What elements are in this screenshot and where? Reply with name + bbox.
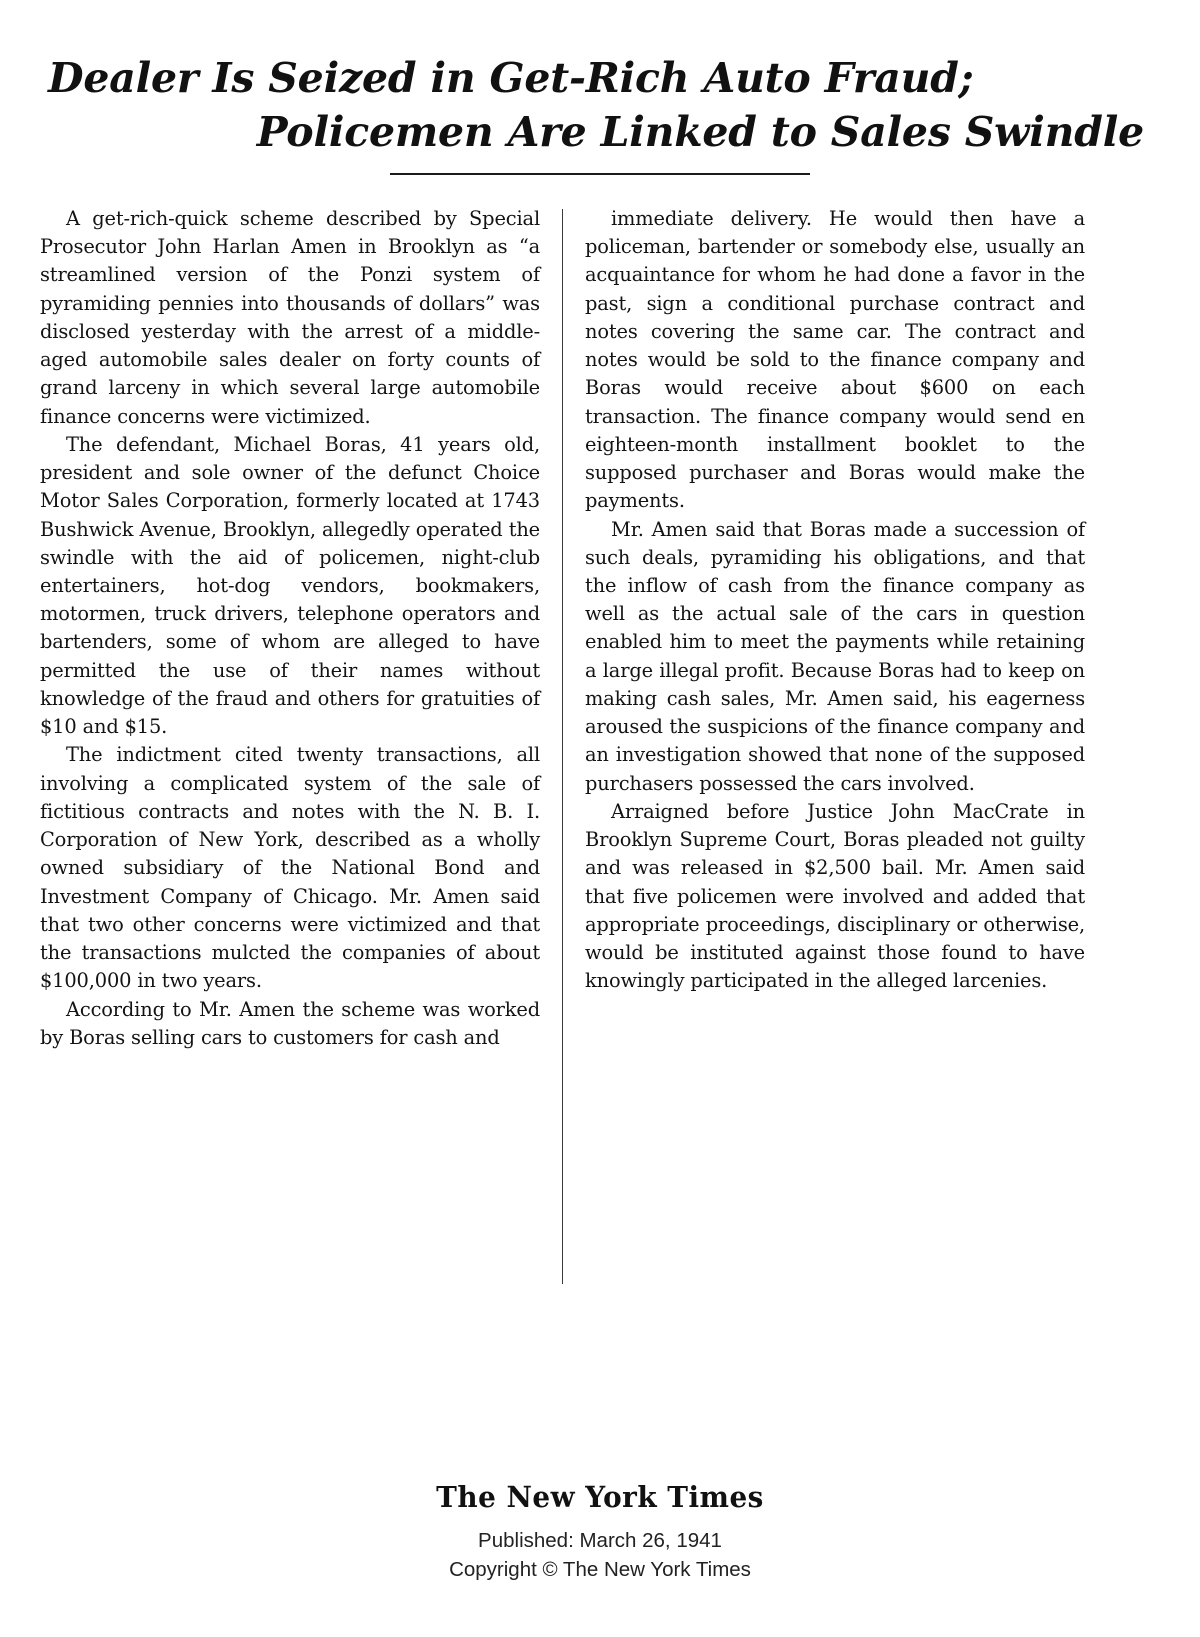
article-body: [40, 205, 1164, 1284]
article-column-right: [585, 205, 1085, 996]
paragraph: According to Mr. Amen the scheme was worked by Boras selling cars to customers for cash and: [40, 997, 540, 1049]
published-date: Published: March 26, 1941: [478, 1528, 722, 1552]
headline-line-2: Policemen Are Linked to Sales Swindle: [256, 108, 1144, 157]
article-column-left: [40, 205, 540, 1052]
divider-line: [390, 173, 810, 175]
paragraph: immediate delivery. He would then have a policeman, bartender or somebody else, usually an acquaintance for whom he had done a favor in the past, sign a conditional purchase contract and notes covering the same car. The contract and notes would be sold to the finance company and Boras would receive about $600 on each transaction. The finance company would send en eighteen-month installment booklet to the supposed purchaser and Boras would make the payments.: [585, 206, 1085, 513]
copyright-notice: Copyright © The New York Times: [449, 1558, 751, 1582]
headline-divider: [0, 173, 1200, 175]
paragraph: Mr. Amen said that Boras made a succession of such deals, pyramiding his obligations, and that the inflow of cash from the finance company as well as the actual sale of the cars in question enabled him to meet the payments while retaining a large illegal profit. Because Boras had to keep on making cash sales, Mr. Amen said, his eagerness aroused the suspicions of the finance company and an investigation showed that none of the supposed purchasers possessed the cars involved.: [585, 517, 1085, 795]
publication-info: [0, 1526, 1200, 1585]
paragraph: The defendant, Michael Boras, 41 years old, president and sole owner of the defunct Choice Motor Sales Corporation, formerly located at 1743 Bushwick Avenue, Brooklyn, allegedly operated the swindle with the aid of policemen, night-club entertainers, hot-dog vendors, bookmakers, motormen, truck drivers, telephone operators and bartenders, some of whom are alleged to have permitted the use of their names without knowledge of the fraud and others for gratuities of $10 and $15.: [40, 432, 540, 739]
paragraph: The indictment cited twenty transactions, all involving a complicated system of the sale of fictitious contracts and notes with the N. B. I. Corporation of New York, described as a wholly owned subsidiary of the National Bond and Investment Company of Chicago. Mr. Amen said that two other concerns were victimized and that the transactions mulcted the companies of about $100,000 in two years.: [40, 743, 540, 993]
nyt-masthead-logo: The New York Times: [436, 1479, 764, 1514]
paragraph: A get-rich-quick scheme described by Special Prosecutor John Harlan Amen in Brooklyn as “a streamlined version of the Ponzi system of pyramiding pennies into thousands of dollars” was disclosed yesterday with the arrest of a middle-aged automobile sales dealer on forty counts of grand larceny in which several large automobile finance concerns were victimized.: [40, 206, 540, 428]
headline-line-1: Dealer Is Seized in Get-Rich Auto Fraud;: [48, 54, 974, 102]
page-title: [42, 52, 1158, 159]
column-divider: [562, 209, 563, 1284]
paragraph: Arraigned before Justice John MacCrate in Brooklyn Supreme Court, Boras pleaded not guilty and was released in $2,500 bail. Mr. Amen said that five policemen were involved and added that appropriate proceedings, disciplinary or otherwise, would be instituted against those found to have knowingly participated in the alleged larcenies.: [585, 799, 1085, 993]
article-footer: [0, 1480, 1200, 1585]
